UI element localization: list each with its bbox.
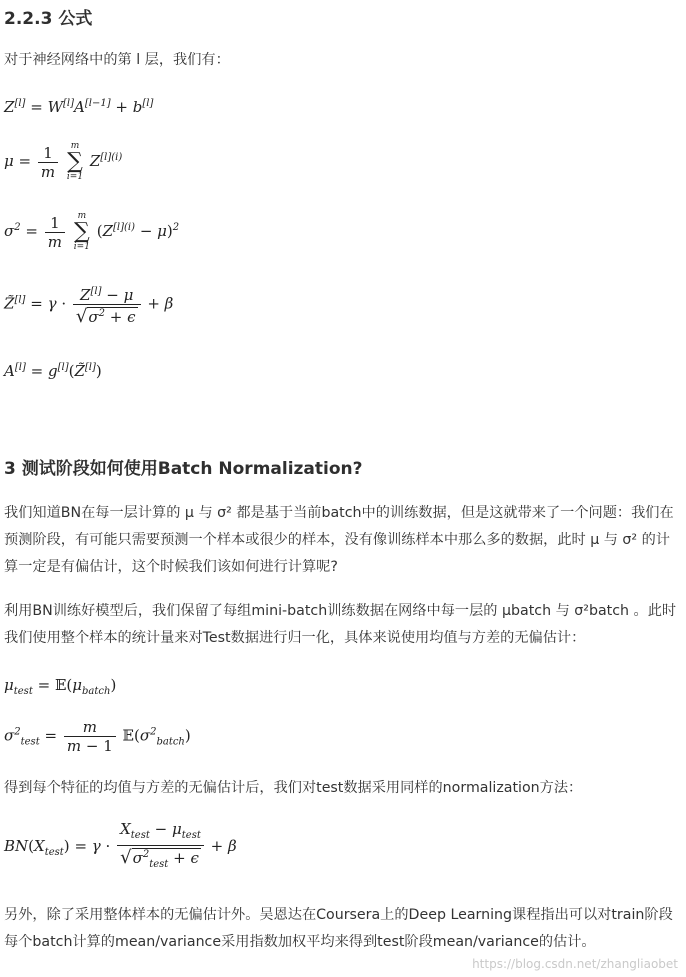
section-heading-3: 3 测试阶段如何使用Batch Normalization? (4, 459, 363, 479)
formula-activation: A[l] = g[l](Z̃[l]) (4, 362, 102, 380)
formula-variance: $\sigma^2$ = $\frac{1}{m}$ m ∑ i=1 $(Z^{[l](i)} - \mu)^2$ (4, 211, 180, 252)
paragraph-bn-saved-stats: 利用BN训练好模型后，我们保留了每组mini-batch训练数据在网络中每一层的 μbatch 与 σ²batch 。此时我们使用整个样本的统计量来对Test数据进行归一化，具体来说使用均值与方差的无偏估计： (4, 603, 677, 646)
watermark: https://blog.csdn.net/zhangliaobet (472, 957, 678, 971)
section-heading-2-2-3: 2.2.3 公式 (4, 9, 93, 29)
formula-normalize: Z̃[l] = γ · $\frac{Z^{[l]} - \mu}{√\sigma^2 + \epsilon}$ + β (4, 283, 173, 326)
formula-linear: Z[l] = W[l]A[l−1] + b[l] (4, 98, 154, 116)
intro-paragraph: 对于神经网络中的第 l 层，我们有： (4, 52, 230, 68)
formula-sigma-test: $\sigma^2_{test}$ = $\frac{m}{m - 1}$ $𝔼(\sigma^2_{batch})$ (4, 718, 191, 755)
paragraph-coursera: 另外，除了采用整体样本的无偏估计外。吴恩达在Coursera上的Deep Learning课程指出可以对train阶段每个batch计算的mean/variance采用指数加权平均来得到test阶段mean/variance的估计。 (4, 907, 673, 950)
formula-bn-test: $BN(X_{test}) = \gamma$ · $\frac{X_{test} - \mu_{test}}{√\sigma^2_{test} + \epsilon}$ + β (4, 820, 237, 870)
formula-mean: μ = $\frac{1}{m}$ m ∑ i=1 $Z^{[l](i)}$ (4, 141, 123, 182)
paragraph-normalization: 得到每个特征的均值与方差的无偏估计后，我们对test数据采用同样的normalization方法： (4, 780, 583, 796)
formula-mu-test: $\mu_{test}$ = $𝔼(\mu_{batch})$ (4, 676, 117, 697)
paragraph-bn-intro: 我们知道BN在每一层计算的 μ 与 σ² 都是基于当前batch中的训练数据，但是这就带来了一个问题：我们在预测阶段，有可能只需要预测一个样本或很少的样本，没有像训练样本中那么多的数据，此时 μ 与 σ² 的计算一定是有偏估计，这个时候我们该如何进行计算呢? (4, 505, 674, 575)
